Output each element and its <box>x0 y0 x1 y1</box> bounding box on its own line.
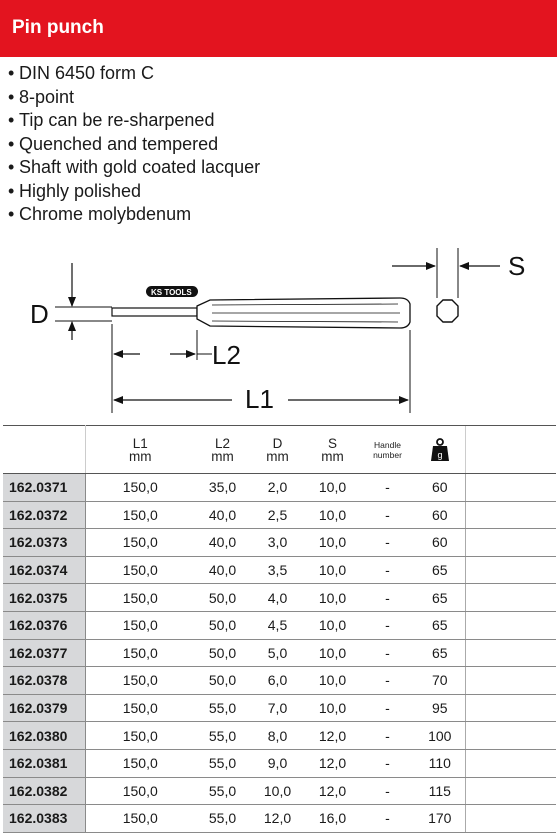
header-spacer <box>465 426 556 474</box>
feature-item: • Chrome molybdenum <box>8 204 192 224</box>
l1-cell: 150,0 <box>85 777 195 805</box>
article-number-cell: 162.0373 <box>3 529 85 557</box>
article-number-cell: 162.0383 <box>3 805 85 833</box>
d-cell: 5,0 <box>250 639 305 667</box>
d-cell: 9,0 <box>250 749 305 777</box>
d-cell: 7,0 <box>250 694 305 722</box>
l1-cell: 150,0 <box>85 611 195 639</box>
header-weight <box>415 426 465 474</box>
table-row <box>3 722 556 750</box>
l2-cell: 35,0 <box>195 474 250 502</box>
s-cell: 10,0 <box>305 667 360 695</box>
spacer-cell <box>465 667 556 695</box>
table-row <box>3 805 556 833</box>
article-number-cell: 162.0375 <box>3 584 85 612</box>
weight-cell: 60 <box>415 501 465 529</box>
weight-cell: 60 <box>415 474 465 502</box>
ks-tools-logo <box>146 286 198 297</box>
spacer-cell <box>465 501 556 529</box>
l2-cell: 55,0 <box>195 805 250 833</box>
s-cell: 12,0 <box>305 722 360 750</box>
l1-cell: 150,0 <box>85 584 195 612</box>
header-l2: L2 mm <box>195 426 250 474</box>
article-number-cell: 162.0377 <box>3 639 85 667</box>
weight-cell: 110 <box>415 749 465 777</box>
weight-cell: 95 <box>415 694 465 722</box>
l2-cell: 50,0 <box>195 639 250 667</box>
d-cell: 4,0 <box>250 584 305 612</box>
l1-cell: 150,0 <box>85 667 195 695</box>
weight-icon <box>430 438 450 462</box>
l2-cell: 55,0 <box>195 722 250 750</box>
header-bar <box>0 0 557 57</box>
handle-number-cell: - <box>360 777 415 805</box>
s-cell: 12,0 <box>305 777 360 805</box>
spacer-cell <box>465 777 556 805</box>
d-cell: 2,0 <box>250 474 305 502</box>
s-cell: 12,0 <box>305 749 360 777</box>
l1-cell: 150,0 <box>85 639 195 667</box>
s-cell: 10,0 <box>305 611 360 639</box>
d-cell: 3,0 <box>250 529 305 557</box>
header-handle-number: Handle number <box>360 426 415 474</box>
table-row <box>3 611 556 639</box>
s-cell: 10,0 <box>305 639 360 667</box>
spacer-cell <box>465 639 556 667</box>
d-cell: 12,0 <box>250 805 305 833</box>
d-dimension <box>30 263 112 340</box>
handle-number-cell: - <box>360 749 415 777</box>
feature-item: • Quenched and tempered <box>8 133 219 154</box>
l2-cell: 40,0 <box>195 556 250 584</box>
d-cell: 6,0 <box>250 667 305 695</box>
handle-number-cell: - <box>360 529 415 557</box>
l2-cell: 40,0 <box>195 501 250 529</box>
article-number-cell: 162.0378 <box>3 667 85 695</box>
handle-number-cell: - <box>360 805 415 833</box>
svg-text:KS TOOLS: KS TOOLS <box>151 288 192 297</box>
spacer-cell <box>465 474 556 502</box>
spacer-cell <box>465 556 556 584</box>
octagon-section-icon <box>437 300 458 322</box>
table-row <box>3 639 556 667</box>
handle-number-cell: - <box>360 611 415 639</box>
l1-label: L1 <box>245 384 274 414</box>
l2-cell: 55,0 <box>195 749 250 777</box>
s-cell: 10,0 <box>305 529 360 557</box>
d-cell: 8,0 <box>250 722 305 750</box>
spacer-cell <box>465 749 556 777</box>
l1-cell: 150,0 <box>85 722 195 750</box>
header-d: D mm <box>250 426 305 474</box>
spacer-cell <box>465 584 556 612</box>
s-cell: 16,0 <box>305 805 360 833</box>
article-number-cell: 162.0372 <box>3 501 85 529</box>
s-cell: 10,0 <box>305 556 360 584</box>
d-label: D <box>30 299 49 329</box>
table-row <box>3 667 556 695</box>
feature-item: • Shaft with gold coated lacquer <box>8 157 261 177</box>
s-label: S <box>508 251 526 281</box>
header-l1: L1 mm <box>85 426 195 474</box>
spec-table-container <box>3 425 556 832</box>
header-article <box>3 426 85 474</box>
weight-cell: 100 <box>415 722 465 750</box>
weight-cell: 65 <box>415 556 465 584</box>
weight-cell: 65 <box>415 611 465 639</box>
spacer-cell <box>465 805 556 833</box>
feature-item: • Highly polished <box>8 180 142 201</box>
d-cell: 2,5 <box>250 501 305 529</box>
header-s: S mm <box>305 426 360 474</box>
handle-number-cell: - <box>360 694 415 722</box>
table-row <box>3 501 556 529</box>
l2-cell: 40,0 <box>195 529 250 557</box>
d-cell: 10,0 <box>250 777 305 805</box>
svg-text:g: g <box>437 449 443 460</box>
l2-cell: 50,0 <box>195 667 250 695</box>
handle-number-cell: - <box>360 474 415 502</box>
s-cell: 10,0 <box>305 501 360 529</box>
table-row <box>3 777 556 805</box>
article-number-cell: 162.0379 <box>3 694 85 722</box>
l1-cell: 150,0 <box>85 694 195 722</box>
weight-cell: 65 <box>415 639 465 667</box>
l1-cell: 150,0 <box>85 556 195 584</box>
handle-number-cell: - <box>360 556 415 584</box>
l1-dimension <box>114 330 410 414</box>
s-cell: 10,0 <box>305 474 360 502</box>
l1-cell: 150,0 <box>85 529 195 557</box>
weight-cell: 70 <box>415 667 465 695</box>
feature-list <box>8 62 260 227</box>
weight-cell: 115 <box>415 777 465 805</box>
table-header-row <box>3 426 556 474</box>
l1-cell: 150,0 <box>85 474 195 502</box>
spacer-cell <box>465 611 556 639</box>
article-number-cell: 162.0374 <box>3 556 85 584</box>
handle-number-cell: - <box>360 722 415 750</box>
l2-cell: 55,0 <box>195 694 250 722</box>
table-row <box>3 529 556 557</box>
l2-cell: 55,0 <box>195 777 250 805</box>
d-cell: 3,5 <box>250 556 305 584</box>
s-cell: 10,0 <box>305 694 360 722</box>
feature-item: • Tip can be re-sharpened <box>8 110 215 130</box>
article-number-cell: 162.0382 <box>3 777 85 805</box>
spacer-cell <box>465 722 556 750</box>
article-number-cell: 162.0376 <box>3 611 85 639</box>
article-number-cell: 162.0371 <box>3 474 85 502</box>
spec-table <box>3 425 556 833</box>
d-cell: 4,5 <box>250 611 305 639</box>
page-title: Pin punch <box>12 17 104 38</box>
l2-cell: 50,0 <box>195 611 250 639</box>
table-row <box>3 584 556 612</box>
l1-cell: 150,0 <box>85 749 195 777</box>
l1-cell: 150,0 <box>85 501 195 529</box>
handle-number-cell: - <box>360 667 415 695</box>
punch-shape <box>112 286 410 328</box>
s-cell: 10,0 <box>305 584 360 612</box>
table-row <box>3 474 556 502</box>
feature-item: • 8-point <box>8 86 75 107</box>
table-row <box>3 694 556 722</box>
table-row <box>3 556 556 584</box>
s-dimension <box>392 248 525 322</box>
l2-label: L2 <box>212 340 241 370</box>
weight-cell: 60 <box>415 529 465 557</box>
handle-number-cell: - <box>360 584 415 612</box>
spacer-cell <box>465 694 556 722</box>
weight-cell: 170 <box>415 805 465 833</box>
feature-item: • DIN 6450 form C <box>8 63 155 83</box>
table-row <box>3 749 556 777</box>
spacer-cell <box>465 529 556 557</box>
handle-number-cell: - <box>360 501 415 529</box>
weight-cell: 65 <box>415 584 465 612</box>
pin-punch-diagram <box>0 248 557 423</box>
article-number-cell: 162.0381 <box>3 749 85 777</box>
l2-cell: 50,0 <box>195 584 250 612</box>
article-number-cell: 162.0380 <box>3 722 85 750</box>
l1-cell: 150,0 <box>85 805 195 833</box>
handle-number-cell: - <box>360 639 415 667</box>
